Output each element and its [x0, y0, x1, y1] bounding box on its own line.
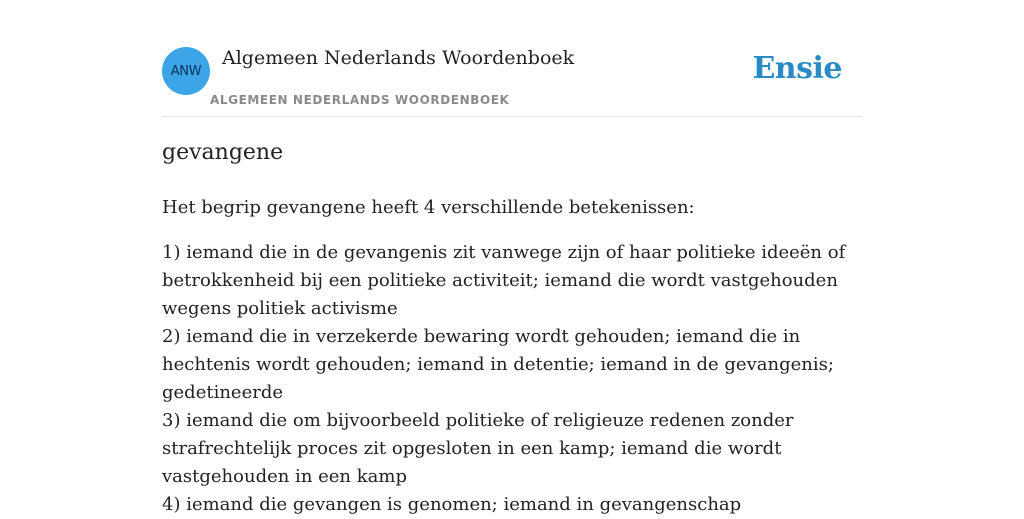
meaning-item: 2) iemand die in verzekerde bewaring wordt gehouden; iemand die in hechtenis wordt gehouden; iemand in detentie; iemand in de gevangenis; gedetineerde	[162, 326, 834, 403]
meaning-item: 4) iemand die gevangen is genomen; iemand in gevangenschap	[162, 494, 742, 515]
source-subtitle: ALGEMEEN NEDERLANDS WOORDENBOEK	[210, 93, 510, 107]
meaning-item: 3) iemand die om bijvoorbeeld politieke of religieuze redenen zonder strafrechtelijk proces zit opgesloten in een kamp; iemand die wordt vastgehouden in een kamp	[162, 410, 794, 487]
entry-intro: Het begrip gevangene heeft 4 verschillende betekenissen:	[162, 197, 695, 218]
meanings-list	[162, 239, 862, 519]
source-title[interactable]: Algemeen Nederlands Woordenboek	[222, 47, 575, 69]
source-header	[162, 0, 862, 117]
source-logo-text: ANW	[170, 63, 202, 79]
entry-word: gevangene	[162, 140, 284, 165]
definition-card	[162, 0, 862, 515]
brand-logo[interactable]: Ensie	[752, 51, 842, 86]
source-logo[interactable]	[162, 47, 210, 95]
meaning-item: 1) iemand die in de gevangenis zit vanwege zijn of haar politieke ideeën of betrokkenheid bij een politieke activiteit; iemand die wordt vastgehouden wegens politiek activisme	[162, 242, 846, 319]
